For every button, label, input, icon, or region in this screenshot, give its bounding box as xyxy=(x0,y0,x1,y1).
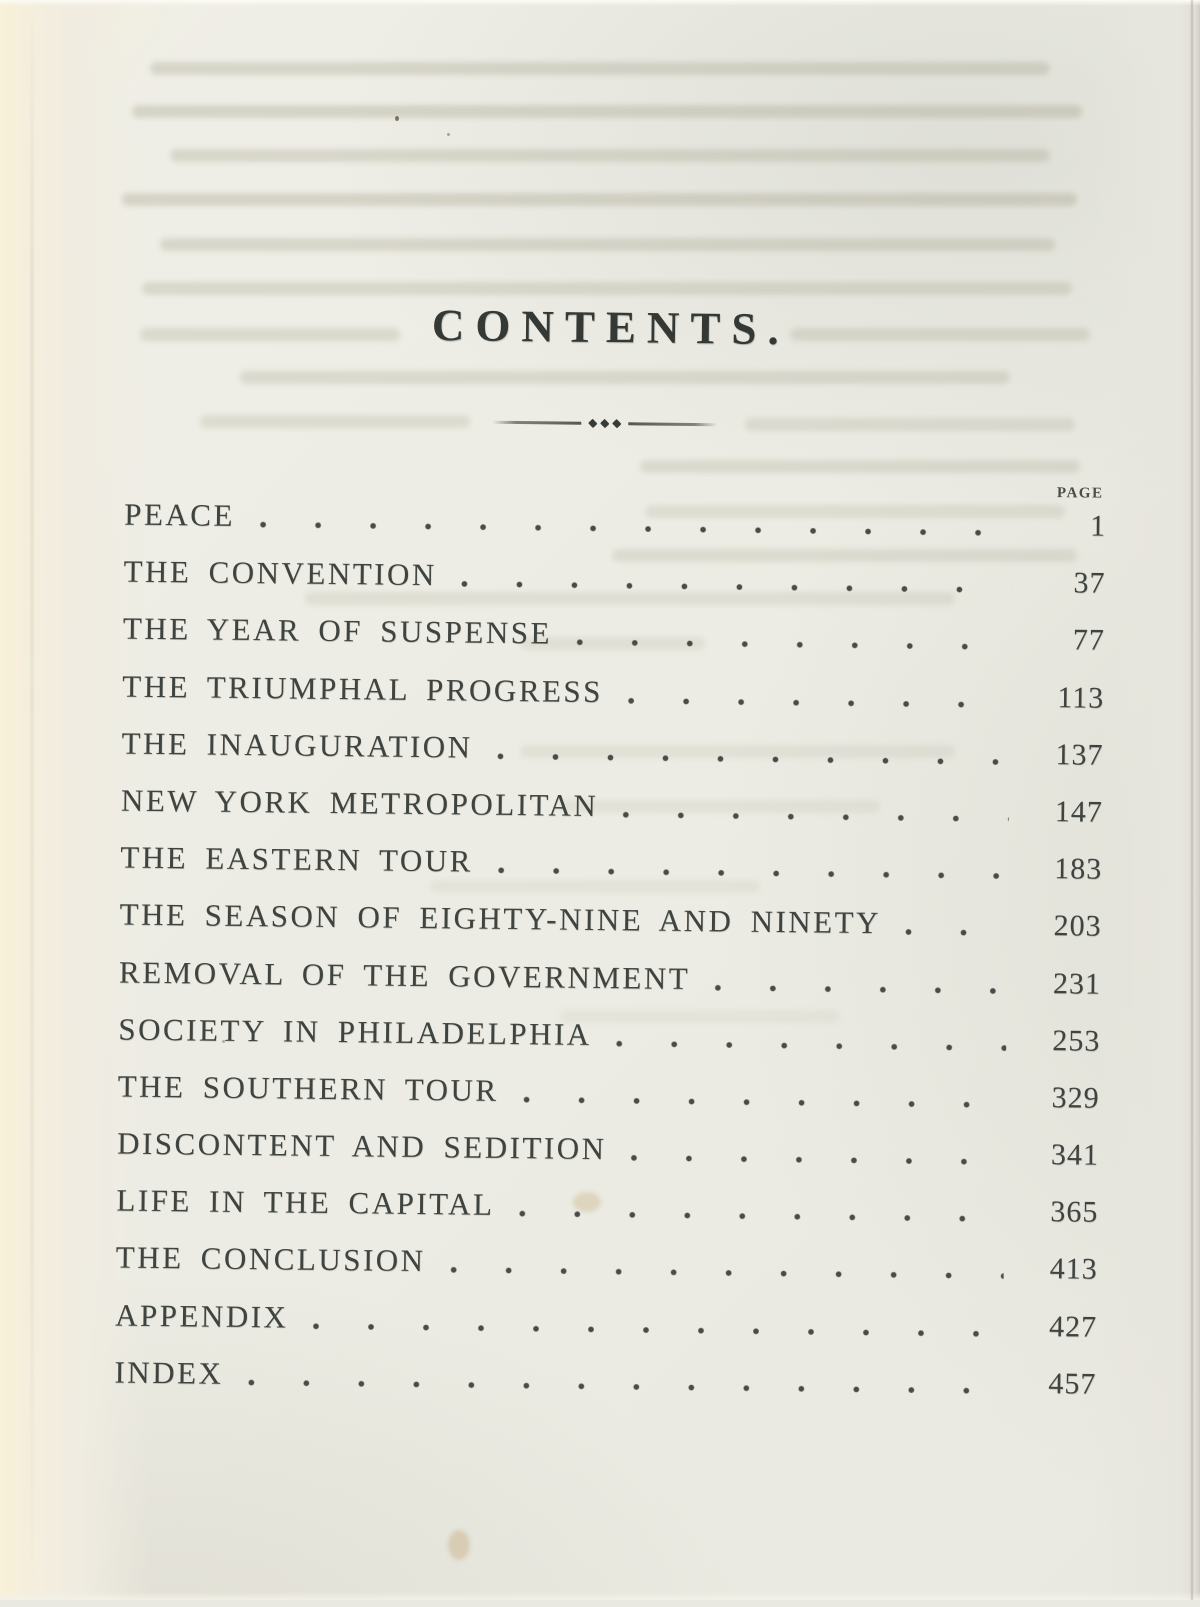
toc-entry-title: REMOVAL OF THE GOVERNMENT xyxy=(118,954,691,996)
dot-leader xyxy=(905,929,1008,937)
dot-leader xyxy=(247,1379,1002,1395)
toc-entry-page-number: 77 xyxy=(1072,623,1106,658)
toc-entry-title: NEW YORK METROPOLITAN xyxy=(120,782,599,823)
ornament-line-left xyxy=(493,421,581,424)
toc-entry-title: APPENDIX xyxy=(114,1297,289,1335)
dot-leader xyxy=(449,1267,1003,1280)
dot-leader xyxy=(616,1040,1007,1051)
toc-entry-page-number: 37 xyxy=(1073,566,1106,600)
toc-entry-title: THE EASTERN TOUR xyxy=(120,839,474,879)
dot-leader xyxy=(461,581,1012,594)
toc-entry-page-number: 147 xyxy=(1054,795,1104,829)
page-column-label: PAGE xyxy=(1056,485,1104,502)
toc-entry-page-number: 253 xyxy=(1052,1023,1101,1058)
dot-leader xyxy=(497,867,1009,880)
toc-entry-title: LIFE IN THE CAPITAL xyxy=(116,1182,495,1223)
toc-entry-title: THE SOUTHERN TOUR xyxy=(117,1068,499,1108)
toc-entry-title: PEACE xyxy=(124,496,236,533)
toc-entry-title: SOCIETY IN PHILADELPHIA xyxy=(118,1011,592,1052)
toc-entry-page-number: 427 xyxy=(1048,1309,1098,1344)
toc-entry-title: THE INAUGURATION xyxy=(121,725,473,765)
dot-leader xyxy=(518,1210,1004,1223)
dot-leader xyxy=(576,639,1011,651)
toc-entry xyxy=(114,1350,1097,1418)
toc-entry-page-number: 183 xyxy=(1054,852,1103,886)
dot-leader xyxy=(622,811,1009,822)
toc-entry-page-number: 457 xyxy=(1048,1366,1097,1401)
toc-entry-title: THE YEAR OF SUSPENSE xyxy=(122,610,553,651)
toc-entry-page-number: 137 xyxy=(1055,737,1104,772)
toc-entry-page-number: 203 xyxy=(1053,909,1102,944)
dot-leader xyxy=(522,1096,1005,1108)
ornament-line-right xyxy=(628,423,716,426)
ornament-diamonds xyxy=(589,420,620,427)
dot-leader xyxy=(259,521,1012,537)
toc-entry-page-number: 113 xyxy=(1057,680,1105,715)
toc-entry-page-number: 329 xyxy=(1051,1081,1100,1115)
toc-entry-title: THE CONCLUSION xyxy=(115,1239,426,1279)
toc-entry-page-number: 413 xyxy=(1049,1252,1098,1287)
toc-entry-page-number: 365 xyxy=(1050,1195,1099,1229)
diamond-icon xyxy=(612,419,621,428)
toc-entry-title: DISCONTENT AND SEDITION xyxy=(116,1125,607,1167)
dot-leader xyxy=(630,1154,1005,1165)
dot-leader xyxy=(714,984,1007,994)
page-title: CONTENTS. xyxy=(431,300,791,355)
dot-leader xyxy=(496,753,1009,766)
ornament-rule xyxy=(4,413,1200,434)
toc-entry-page-number: 341 xyxy=(1050,1138,1100,1172)
toc-entry-page-number: 231 xyxy=(1052,966,1102,1001)
diamond-icon xyxy=(600,419,609,428)
toc-entry-title: THE SEASON OF EIGHTY-NINE AND NINETY xyxy=(119,896,882,941)
diamond-icon xyxy=(588,419,597,428)
toc-list xyxy=(114,493,1106,1419)
toc-entry-title: THE TRIUMPHAL PROGRESS xyxy=(122,668,604,709)
dot-leader xyxy=(627,697,1010,708)
dot-leader xyxy=(312,1322,1003,1337)
toc-entry-title: THE CONVENTION xyxy=(123,553,437,593)
toc-entry-page-number: 1 xyxy=(1089,509,1107,543)
toc-entry-title: INDEX xyxy=(114,1354,224,1391)
